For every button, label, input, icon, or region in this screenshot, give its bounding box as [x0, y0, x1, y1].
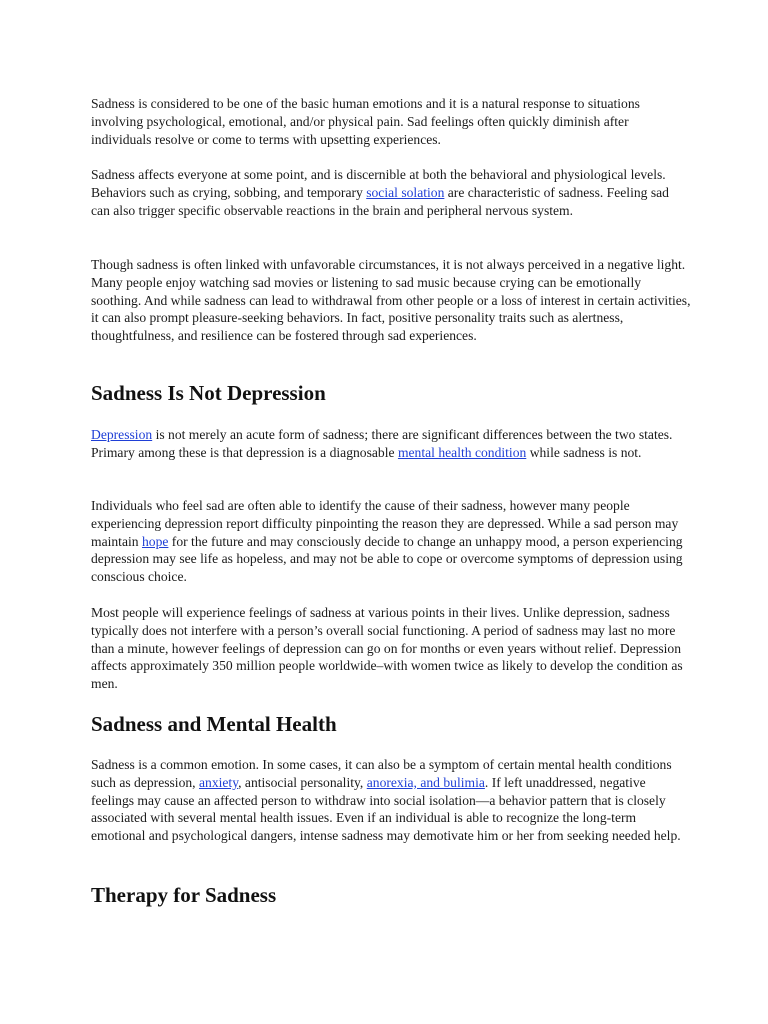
paragraph-symptom-text-1: Sadness is a common emotion. In some cases, it can also be a symptom of certain mental health conditions such as depression,: [91, 757, 672, 790]
hope-link[interactable]: hope: [141, 533, 169, 549]
paragraph-behaviors-text-1: Sadness affects everyone at some point, and is discernible at both the behavioral and physiological levels. Behaviors such as crying, sobbing, and temporary: [91, 167, 666, 200]
social-solation-link[interactable]: social solation: [366, 184, 445, 200]
paragraph-symptom-text-2: , antisocial personality,: [238, 774, 367, 790]
mental-health-condition-link[interactable]: mental health condition: [397, 444, 527, 460]
depression-link[interactable]: Depression: [91, 427, 153, 442]
paragraph-symptom: [91, 756, 691, 845]
paragraph-behaviors-text-2: are characteristic of sadness. Feeling sad can also trigger specific observable reactions in the brain and peripheral nervous system.: [91, 184, 669, 218]
paragraph-symptom-text-3: . If left unaddressed, negative feelings may cause an affected person to withdraw into social isolation—a behavior pattern that is closely associated with several mental health issues. Even if an individual is able to recognize the long-term emotional and psychological dangers, intense sadness may demotivate him or her from seeking needed help.: [91, 774, 681, 844]
paragraph-identify-cause: [91, 497, 691, 586]
paragraph-perception-text: Though sadness is often linked with unfavorable circumstances, it is not always perceived in a negative light. Many people enjoy watching sad movies or listening to sad music because crying can be emotionally soothing. And while sadness can lead to withdrawal from other people or a loss of interest in certain activities, it can also prompt pleasure-seeking behaviors. In fact, positive personality traits such as alertness, thoughtfulness, and resilience can be fostered through sad experiences.: [91, 257, 691, 344]
paragraph-intro: [91, 95, 691, 148]
heading-not-depression: Sadness Is Not Depression: [91, 381, 326, 405]
paragraph-behaviors: [91, 166, 691, 219]
anxiety-link[interactable]: anxiety: [198, 774, 239, 790]
paragraph-depression-difference-text-2: while sadness is not.: [526, 444, 642, 460]
paragraph-social-functioning-text: Most people will experience feelings of sadness at various points in their lives. Unlike depression, sadness typically does not interfere with a person’s overall social functioning. A period of sadness may last no more than a minute, however feelings of depression can go on for months or even years without relief. Depression affects approximately 350 million people worldwide–with women twice as likely to develop the condition as men.: [91, 605, 683, 692]
paragraph-perception: [91, 256, 691, 345]
paragraph-identify-cause-text-1: Individuals who feel sad are often able to identify the cause of their sadness, however many people experiencing depression report difficulty pinpointing the reason they are depressed. While a sad person may maintain: [91, 498, 679, 549]
heading-mental-health: Sadness and Mental Health: [91, 712, 337, 736]
paragraph-intro-text: Sadness is considered to be one of the basic human emotions and it is a natural response to situations involving psychological, emotional, and/or physical pain. Sad feelings often quickly diminish after individuals resolve or come to terms with upsetting experiences.: [91, 96, 640, 147]
paragraph-depression-difference: [91, 426, 691, 462]
paragraph-depression-difference-text-1: is not merely an acute form of sadness; there are significant differences between the two states. Primary among these is that depression is a diagnosable: [91, 427, 673, 460]
anorexia-bulimia-link[interactable]: anorexia, and bulimia: [366, 774, 485, 790]
heading-therapy: Therapy for Sadness: [91, 883, 277, 907]
paragraph-identify-cause-text-2: for the future and may consciously decide to change an unhappy mood, a person experiencing depression may see life as hopeless, and may not be able to cope or overcome symptoms of depression using conscious choice.: [91, 533, 683, 585]
paragraph-social-functioning: [91, 604, 691, 693]
